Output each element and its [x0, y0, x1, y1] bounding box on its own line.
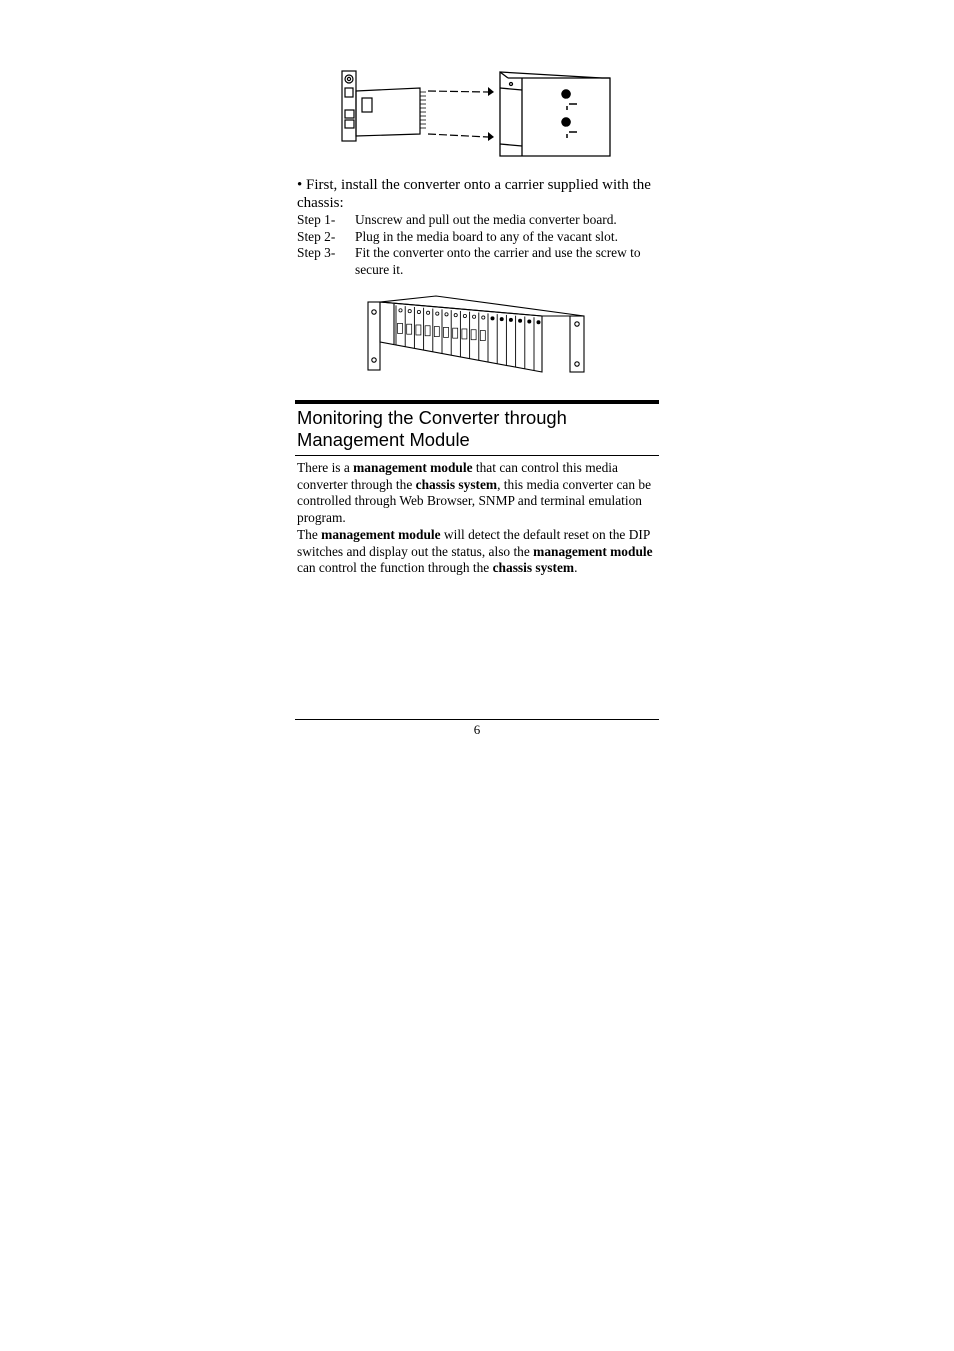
- text-run: The: [297, 526, 322, 542]
- rack-slot-screw: [445, 313, 448, 316]
- rack-slot-screw: [408, 310, 411, 313]
- rack-slot-screw: [482, 316, 485, 319]
- rack-slot-screw: [454, 314, 457, 317]
- step-text: Fit the converter onto the carrier and use the screw to secure it.: [355, 245, 641, 277]
- bold-term: management module: [353, 460, 473, 475]
- rack-slot-screw: [427, 311, 430, 314]
- rack-slot-screw: [473, 315, 476, 318]
- rack-slot-port: [416, 325, 421, 335]
- footer-rule: [295, 719, 659, 720]
- rack-slot-port: [398, 323, 403, 333]
- rack-slot-screw: [436, 312, 439, 315]
- text-run: will detect the default reset on the DIP switches and display out the status, also the: [297, 526, 650, 559]
- rack-slot-port: [444, 327, 449, 337]
- text-run: , this media converter can be controlled through Web Browser, SNMP and terminal emulation program.: [297, 476, 652, 526]
- paragraph-management-intro: [297, 460, 662, 527]
- text-run: can control the function through the: [297, 560, 493, 576]
- section-body: [297, 460, 662, 577]
- rack-slot-screw: [519, 319, 522, 322]
- rack-slots: [396, 305, 540, 370]
- text-run: .: [574, 560, 578, 576]
- page-number: 6: [473, 722, 481, 737]
- rack-slot-screw: [417, 310, 420, 313]
- rack-slot-screw: [500, 318, 503, 321]
- install-steps: [297, 212, 662, 278]
- rack-slot-port: [471, 330, 476, 340]
- step-label: Step 1-: [297, 212, 336, 227]
- rack-slot-port: [462, 329, 467, 339]
- rack-slot-port: [407, 324, 412, 334]
- text-run: There is a: [297, 460, 354, 475]
- rack-slot-screw: [528, 320, 531, 323]
- rack-slot-port: [434, 327, 439, 337]
- step-row: [297, 212, 662, 229]
- bold-term: chassis system: [415, 476, 498, 492]
- step-text: Unscrew and pull out the media converter board.: [355, 212, 617, 227]
- step-row: [297, 229, 662, 246]
- rack-chassis-illustration: [366, 294, 588, 374]
- step-label: Step 2-: [297, 228, 336, 244]
- bold-term: chassis system: [492, 560, 575, 576]
- section-title: Monitoring the Converter through Management Module: [297, 407, 567, 450]
- rack-slot-screw: [509, 318, 512, 321]
- section-bottom-rule: [295, 455, 659, 456]
- rack-slot-screw: [537, 321, 540, 324]
- rack-slot-screw: [463, 314, 466, 317]
- rack-slot-port: [453, 328, 458, 338]
- paragraph-management-detect: [297, 527, 662, 577]
- rack-slot-screw: [399, 309, 402, 312]
- section-top-rule: [295, 400, 659, 404]
- step-row: [297, 245, 662, 278]
- rack-slot-screw: [491, 317, 494, 320]
- install-intro-text: First, install the converter onto a carrier supplied with the chassis:: [297, 177, 651, 211]
- step-label: Step 3-: [297, 245, 336, 261]
- rack-slot-port: [425, 326, 430, 336]
- bold-term: management module: [533, 543, 653, 559]
- converter-install-illustration: [338, 66, 616, 161]
- install-intro: [297, 176, 662, 212]
- step-text: Plug in the media board to any of the vacant slot.: [355, 228, 618, 244]
- rack-slot-port: [480, 331, 485, 341]
- bold-term: management module: [321, 526, 441, 542]
- text-run: that can control this media converter through the: [297, 460, 618, 492]
- bullet-symbol: •: [297, 177, 303, 193]
